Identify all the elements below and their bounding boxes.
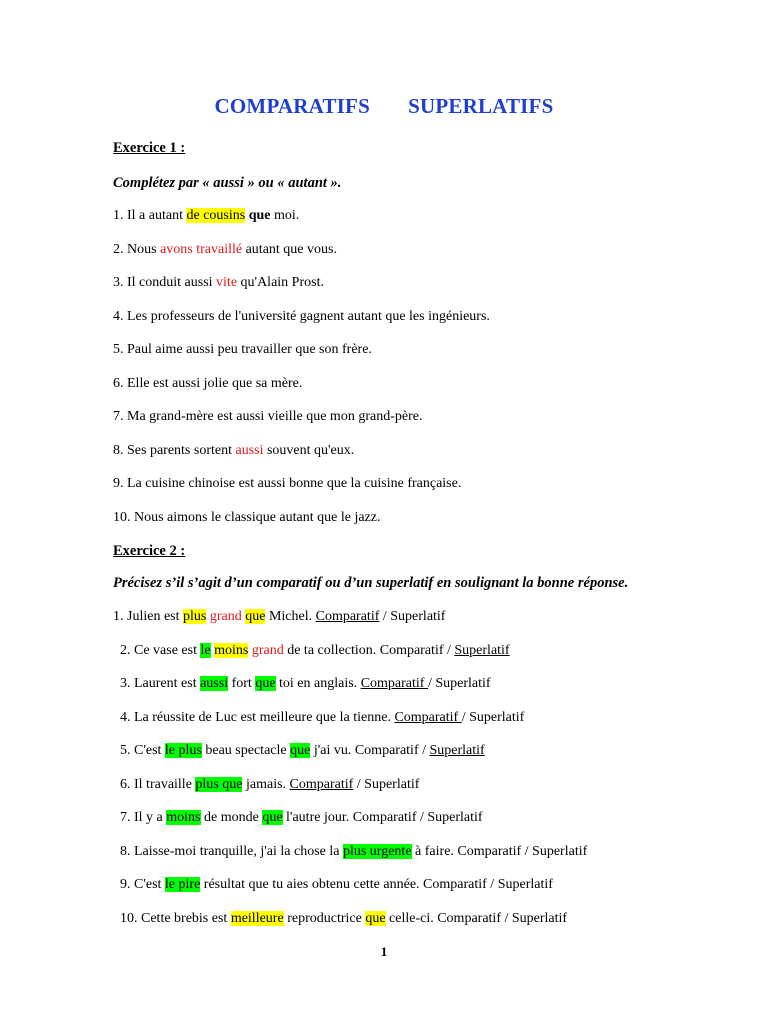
exercise-1-item-9 <box>113 476 461 492</box>
text-segment: résultat que tu aies obtenu cette année. Comparatif / Superlatif <box>200 877 553 892</box>
text-segment: 3. Il conduit aussi <box>113 275 217 290</box>
exercise-1-item-10 <box>113 510 380 526</box>
marked-text: que <box>290 743 311 758</box>
title-superlatifs: SUPERLATIFS <box>408 94 554 118</box>
marked-text: plus <box>183 609 207 624</box>
exercise-1-item-5 <box>113 342 372 358</box>
text-segment: moi. <box>270 208 300 223</box>
marked-text: grand <box>251 642 284 658</box>
text-segment: 5. Paul aime aussi peu travailler que son frère. <box>113 342 372 357</box>
marked-text: le pire <box>164 877 201 892</box>
marked-text: de cousins <box>186 208 246 223</box>
marked-text: que <box>255 676 276 691</box>
marked-text: plus urgente <box>342 843 412 859</box>
exercise-2-item-5 <box>120 743 485 759</box>
marked-text: que <box>262 810 283 825</box>
text-segment: 2. Nous <box>113 241 161 257</box>
text-segment: reproductrice <box>283 910 366 926</box>
marked-text: que <box>248 208 271 223</box>
text-segment: j'ai vu. Comparatif / <box>310 743 430 758</box>
exercise-1-heading: Exercice 1 : <box>113 140 186 156</box>
exercise-1-item-7 <box>113 409 422 425</box>
text-segment: 6. Elle est aussi jolie que sa mère. <box>113 375 303 391</box>
text-segment: 8. Ses parents sortent <box>113 442 236 458</box>
marked-text: Comparatif <box>315 609 380 624</box>
marked-text: Comparatif <box>360 676 428 691</box>
exercise-2-heading: Exercice 2 : <box>113 543 186 559</box>
exercise-2-instruction: Précisez s’il s’agit d’un comparatif ou d’un superlatif en soulignant la bonne réponse. <box>113 575 629 591</box>
text-segment: 10. Nous aimons le classique autant que le jazz. <box>113 509 381 525</box>
text-segment: 7. Il y a <box>120 810 167 825</box>
marked-text: Superlatif <box>429 743 485 758</box>
exercise-2-item-9 <box>120 877 553 893</box>
marked-text: le <box>200 642 211 658</box>
exercise-1-item-8 <box>113 443 354 459</box>
exercise-2-item-10 <box>120 911 567 927</box>
page-number: 1 <box>380 944 388 959</box>
exercise-2-item-3 <box>120 676 491 692</box>
marked-text: aussi <box>235 442 264 458</box>
exercise-1-item-6 <box>113 376 302 392</box>
marked-text: meilleure <box>230 910 284 926</box>
text-segment: 1. Julien est <box>113 609 183 624</box>
text-segment: 4. La réussite de Luc est meilleure que la tienne. <box>120 709 395 725</box>
marked-text: Superlatif <box>454 642 510 658</box>
marked-text: avons travaillé <box>160 241 243 257</box>
marked-text: que <box>365 910 386 926</box>
text-segment: de ta collection. Comparatif / <box>283 642 455 658</box>
text-segment: celle-ci. Comparatif / Superlatif <box>385 910 568 926</box>
text-segment: autant que vous. <box>242 241 337 257</box>
marked-text: grand <box>209 609 242 624</box>
title-comparatifs: COMPARATIFS <box>214 94 370 118</box>
text-segment: qu'Alain Prost. <box>237 275 324 290</box>
text-segment: 4. Les professeurs de l'université gagnent autant que les ingénieurs. <box>113 308 490 324</box>
exercise-2-item-6 <box>120 777 419 793</box>
text-segment: de monde <box>200 810 263 825</box>
text-segment: 3. Laurent est <box>120 676 201 691</box>
text-segment: / Superlatif <box>353 776 420 792</box>
marked-text: que <box>245 609 266 624</box>
marked-text: le plus <box>164 743 202 758</box>
text-segment: toi en anglais. <box>275 676 361 691</box>
exercise-2-item-7 <box>120 810 483 826</box>
text-segment: 1. Il a autant <box>113 208 187 223</box>
marked-text: moins <box>166 810 201 825</box>
text-segment: beau spectacle <box>201 743 291 758</box>
text-segment: 2. Ce vase est <box>120 642 201 658</box>
marked-text: vite <box>216 275 238 290</box>
exercise-1-item-4 <box>113 309 490 325</box>
text-segment: à faire. Comparatif / Superlatif <box>411 843 588 859</box>
exercise-1-instruction: Complétez par « aussi » ou « autant ». <box>113 175 342 191</box>
exercise-1-item-3 <box>113 275 324 291</box>
text-segment: 9. La cuisine chinoise est aussi bonne que la cuisine française. <box>113 476 462 491</box>
text-segment: 9. C'est <box>120 877 165 892</box>
marked-text: plus que <box>195 776 243 792</box>
exercise-2-item-1 <box>113 609 445 625</box>
text-segment: / Superlatif <box>461 709 525 725</box>
exercise-1-item-1 <box>113 208 299 224</box>
text-segment: 7. Ma grand-mère est aussi vieille que mon grand-père. <box>113 409 423 424</box>
text-segment: 8. Laisse-moi tranquille, j'ai la chose la <box>120 843 343 859</box>
text-segment: jamais. <box>242 776 290 792</box>
text-segment: 5. C'est <box>120 743 165 758</box>
exercise-2-item-8 <box>120 844 587 860</box>
text-segment: / Superlatif <box>379 609 446 624</box>
text-segment: 10. Cette brebis est <box>120 910 231 926</box>
exercise-2-item-2 <box>120 643 510 659</box>
text-segment: fort <box>228 676 256 691</box>
text-segment: souvent qu'eux. <box>263 442 355 458</box>
text-segment: 6. Il travaille <box>120 776 196 792</box>
marked-text: Comparatif <box>394 709 462 725</box>
marked-text: moins <box>214 642 249 658</box>
text-segment: / Superlatif <box>427 676 491 691</box>
exercise-2-item-4 <box>120 710 524 726</box>
text-segment: Michel. <box>265 609 316 624</box>
page-title <box>0 94 768 119</box>
text-segment: l'autre jour. Comparatif / Superlatif <box>282 810 483 825</box>
marked-text: aussi <box>200 676 229 691</box>
exercise-1-item-2 <box>113 242 337 258</box>
marked-text: Comparatif <box>289 776 354 792</box>
